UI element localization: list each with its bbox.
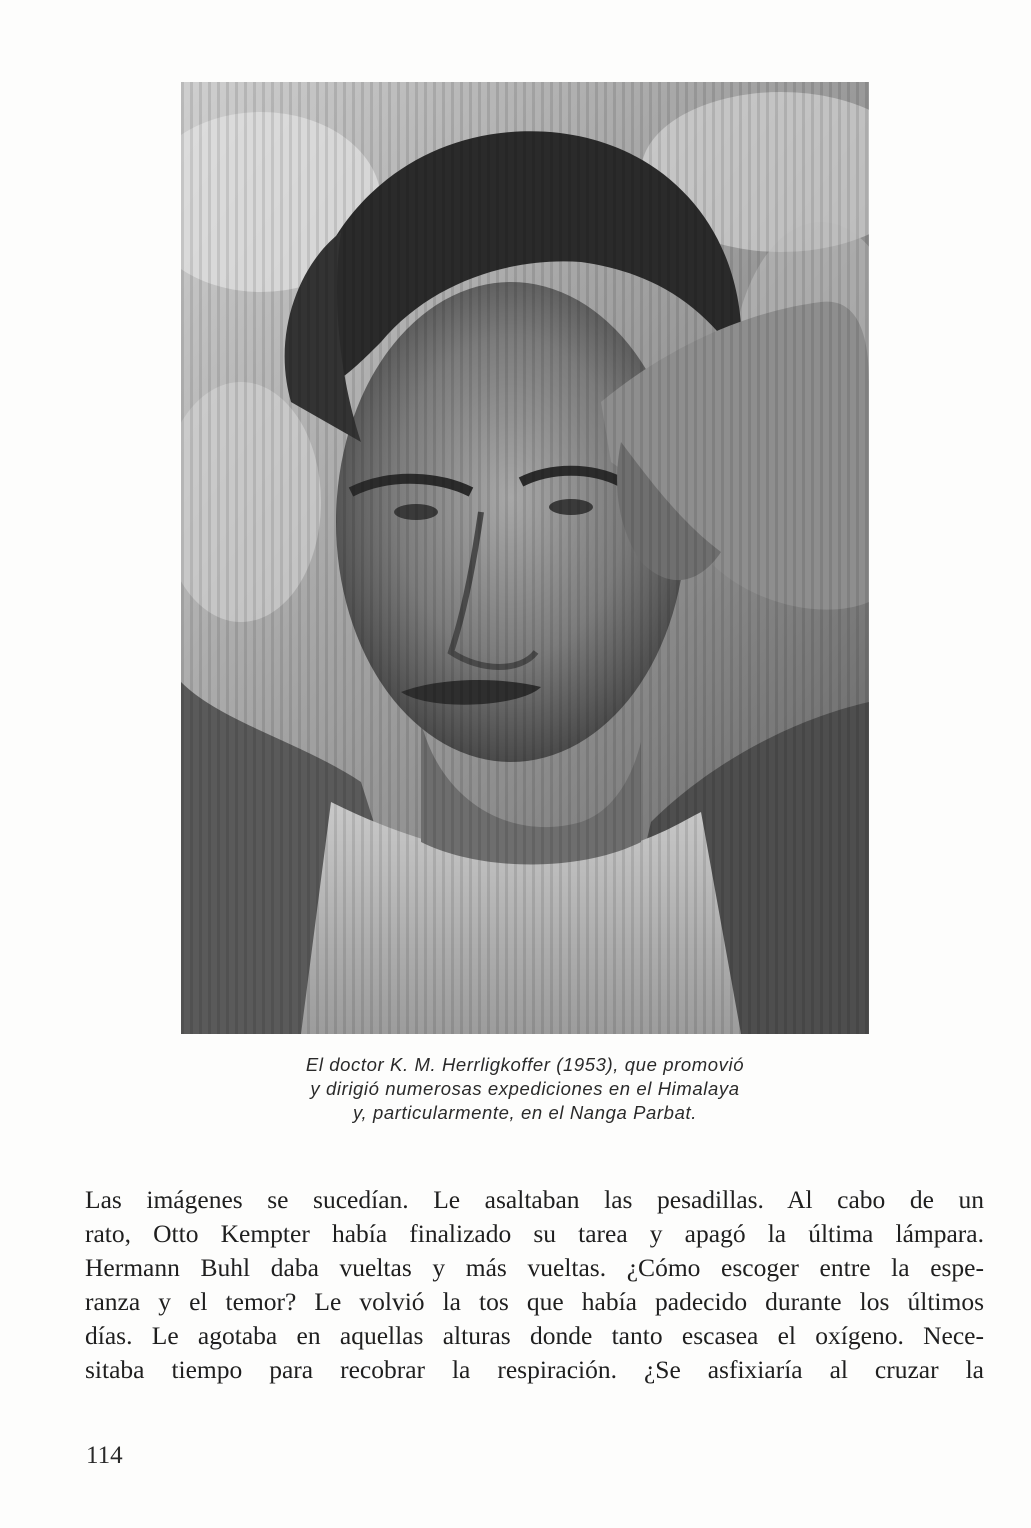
body-line: Las imágenes se sucedían. Le asaltaban las pesadillas. Al cabo de un — [85, 1185, 984, 1214]
portrait-photo — [181, 82, 869, 1034]
page-number: 114 — [86, 1442, 123, 1469]
body-line: ranza y el temor? Le volvió la tos que había padecido durante los últimos — [85, 1287, 984, 1316]
photo-caption — [181, 1053, 869, 1125]
caption-line: y dirigió numerosas expediciones en el Himalaya — [310, 1078, 740, 1099]
body-line: rato, Otto Kempter había finalizado su tarea y apagó la última lámpara. — [85, 1219, 984, 1248]
body-line: Hermann Buhl daba vueltas y más vueltas. ¿Cómo escoger entre la espe- — [85, 1253, 984, 1282]
body-line: sitaba tiempo para recobrar la respiración. ¿Se asfixiaría al cruzar la — [85, 1355, 984, 1384]
portrait-photo-icon — [181, 82, 869, 1034]
body-paragraph — [85, 1183, 984, 1387]
caption-line: y, particularmente, en el Nanga Parbat. — [353, 1102, 697, 1123]
caption-line: El doctor K. M. Herrligkoffer (1953), que promovió — [305, 1054, 745, 1075]
body-line: días. Le agotaba en aquellas alturas donde tanto escasea el oxígeno. Nece- — [85, 1321, 984, 1350]
